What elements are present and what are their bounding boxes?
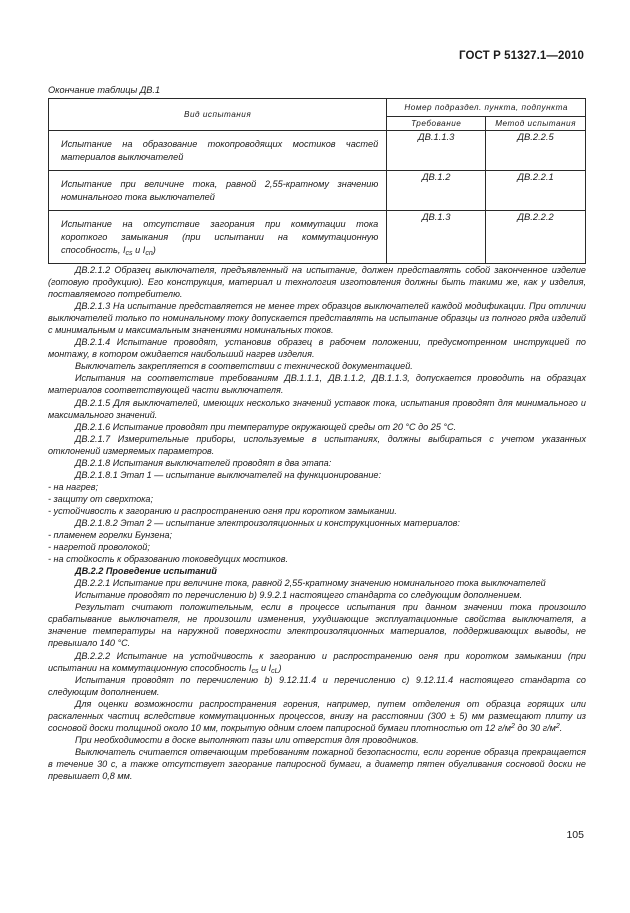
method-code: ДВ.2.2.1 [486, 171, 586, 211]
table-row [49, 211, 586, 264]
test-name: Испытание при величине тока, равной 2,55-кратному значению номинального тока выключателей [61, 179, 379, 202]
paragraph: Результат считают положительным, если в процессе испытания при данном значении тока произошло срабатывание выключателя, не произошли изменения, ухудшающие эксплуатационные свойства выключателя, а значение температуры на наружной поверхности электроизоляционных материалов, поддерживающих выводы, не превышало 140 °С. [48, 602, 586, 649]
requirement-code: ДВ.1.2 [387, 171, 486, 211]
list-item: - нагретой проволокой; [48, 542, 150, 553]
section-heading: ДВ.2.2 Проведение испытаний [75, 566, 217, 577]
list-item: - на нагрев; [48, 481, 99, 492]
document-id: ГОСТ Р 51327.1—2010 [459, 50, 584, 62]
column-header-test: Вид испытания [49, 99, 387, 131]
paragraph: Выключатель считается отвечающим требованиям пожарной безопасности, если горение образца прекращается в течение 30 с, а также отсутствует загорание папиросной бумаги, а диаметр пятен обугливания сосновой доски не превышает 0,8 мм. [48, 746, 586, 781]
paragraph: Испытания проводят по перечислению b) 9.12.11.4 и перечислению с) 9.12.11.4 настоящего стандарта со следующим дополнением. [48, 674, 586, 697]
requirement-code: ДВ.1.3 [387, 211, 486, 264]
column-header-group: Номер подраздел. пункта, подпункта [387, 99, 586, 117]
list-item: - защиту от сверхтока; [48, 493, 154, 504]
paragraph: Для оценки возможности распространения горения, например, путем отделения от образца горящих или раскаленных частиц вследствие коммутационных процессов, внизу на расстоянии (300 ± 5) мм размещают плиту из сосновой доски толщиной около 10 мм, покрытую одним слоем папиросной бумаги плотностью от 12 $г/м^2$ до 30 $г/м^2$. [48, 698, 586, 733]
table-caption: Окончание таблицы ДВ.1 [48, 85, 161, 95]
paragraph: ДВ.2.1.4 Испытание проводят, установив образец в рабочем положении, предусмотренном инструкцией по монтажу, в котором ожидается наибольший нагрев изделия. [48, 337, 586, 360]
table-row [49, 131, 586, 171]
paragraph: ДВ.2.1.3 На испытание представляется не менее трех образцов выключателей каждой модификации. При отличии выключателей только по номинальному току допускается представлять на испытание образцы из полного ряда изделий с минимальным и максимальным значениями номинальных токов. [48, 301, 586, 336]
paragraph: Испытания на соответствие требованиям ДВ.1.1.1, ДВ.1.1.2, ДВ.1.1.3, допускается проводить на образцах материалов соответствующей части выключателя. [48, 373, 586, 396]
test-table [48, 98, 586, 264]
list-item: - устойчивость к загоранию и распространению огня при коротком замыкании. [48, 505, 397, 516]
paragraph: ДВ.2.1.2 Образец выключателя, предъявленный на испытание, должен представлять собой законченное изделие (готовую продукцию). Его конструкция, материал и технология изготовления должны быть такими же, как у изделия, поставляемого потребителю. [48, 265, 586, 300]
paragraph: ДВ.2.1.8 Испытания выключателей проводят в два этапа: [75, 457, 332, 468]
paragraph: ДВ.2.1.8.2 Этап 2 — испытание электроизоляционных и конструкционных материалов: [75, 517, 460, 528]
paragraph: Испытание проводят по перечислению b) 9.9.2.1 настоящего стандарта со следующим дополнением. [75, 590, 523, 601]
paragraph: ДВ.2.1.7 Измерительные приборы, используемые в испытаниях, должны выбираться с учетом указанных отклонений измеряемых параметров. [48, 433, 586, 456]
method-code: ДВ.2.2.2 [486, 211, 586, 264]
paragraph: ДВ.2.1.5 Для выключателей, имеющих несколько значений уставок тока, испытания проводят для минимального и максимального значений. [48, 397, 586, 420]
column-header-requirement: Требование [387, 117, 486, 131]
list-item: - пламенем горелки Бунзена; [48, 530, 173, 541]
paragraph: ДВ.2.1.8.1 Этап 1 — испытание выключателей на функционирование: [75, 469, 382, 480]
method-code: ДВ.2.2.5 [486, 131, 586, 171]
column-header-method: Метод испытания [486, 117, 586, 131]
paragraph: ДВ.2.2.1 Испытание при величине тока, равной 2,55-кратному значению номинального тока выключателей [75, 578, 546, 589]
page-number: 105 [566, 829, 584, 841]
body-text [48, 264, 586, 782]
test-name: Испытание на образование токопроводящих мостиков частей материалов выключателей [61, 139, 379, 162]
paragraph: Выключатель закрепляется в соответствии с технической документацией. [75, 361, 413, 372]
paragraph: При необходимости в доске выполняют пазы или отверстия для проводников. [75, 734, 419, 745]
test-name: Испытание на отсутствие загорания при коммутации тока короткого замыкания (при испытании на коммутационную способность, $I_{cs}$ и $I_{cn}$) [61, 219, 379, 257]
requirement-code: ДВ.1.1.3 [387, 131, 486, 171]
paragraph: ДВ.2.2.2 Испытание на устойчивость к загоранию и распространению огня при коротком замыкании (при испытании на коммутационную способность $I_{cs}$ и $I_{cL}$) [48, 650, 586, 675]
paragraph: ДВ.2.1.6 Испытание проводят при температуре окружающей среды от 20 °С до 25 °С. [75, 421, 457, 432]
list-item: - на стойкость к образованию токоведущих мостиков. [48, 554, 289, 565]
table-row [49, 171, 586, 211]
